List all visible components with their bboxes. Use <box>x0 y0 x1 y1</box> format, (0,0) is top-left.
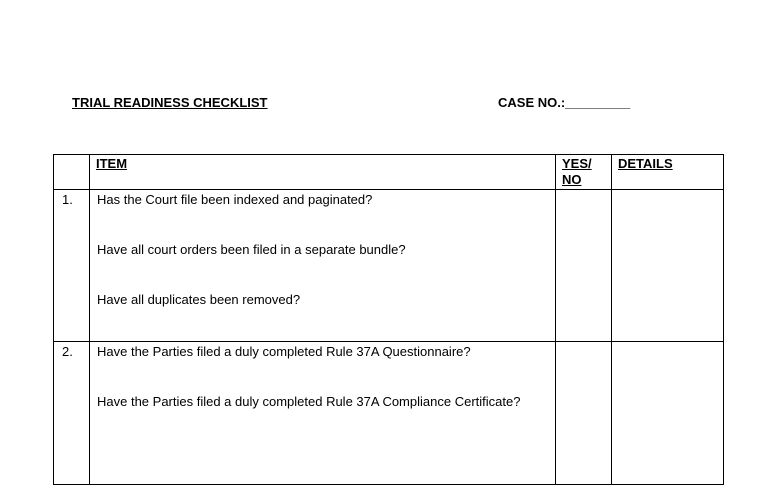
case-number-blank: _________ <box>565 95 631 110</box>
item-cell <box>90 190 556 342</box>
row-number: 1. <box>54 190 90 342</box>
question-text: Have the Parties filed a duly completed Rule 37A Questionnaire? <box>97 344 471 359</box>
checklist-title: TRIAL READINESS CHECKLIST <box>72 95 268 110</box>
yes-no-cell[interactable] <box>556 190 612 342</box>
question-text: Has the Court file been indexed and paginated? <box>97 192 373 207</box>
checklist-table <box>53 154 724 485</box>
column-header-number <box>54 155 90 190</box>
details-cell[interactable] <box>612 342 724 485</box>
yes-no-cell[interactable] <box>556 342 612 485</box>
question-text: Have the Parties filed a duly completed Rule 37A Compliance Certificate? <box>97 394 521 409</box>
row-number: 2. <box>54 342 90 485</box>
table-row <box>54 190 724 342</box>
case-number-label: CASE NO.: <box>498 95 566 110</box>
column-header-yes-no: YES/ NO <box>556 155 612 190</box>
question-text: Have all court orders been filed in a separate bundle? <box>97 242 406 257</box>
case-number-field <box>498 95 630 110</box>
column-header-details: DETAILS <box>612 155 724 190</box>
table-header-row <box>54 155 724 190</box>
item-cell <box>90 342 556 485</box>
details-cell[interactable] <box>612 190 724 342</box>
table-row <box>54 342 724 485</box>
column-header-item: ITEM <box>90 155 556 190</box>
question-text: Have all duplicates been removed? <box>97 292 301 307</box>
